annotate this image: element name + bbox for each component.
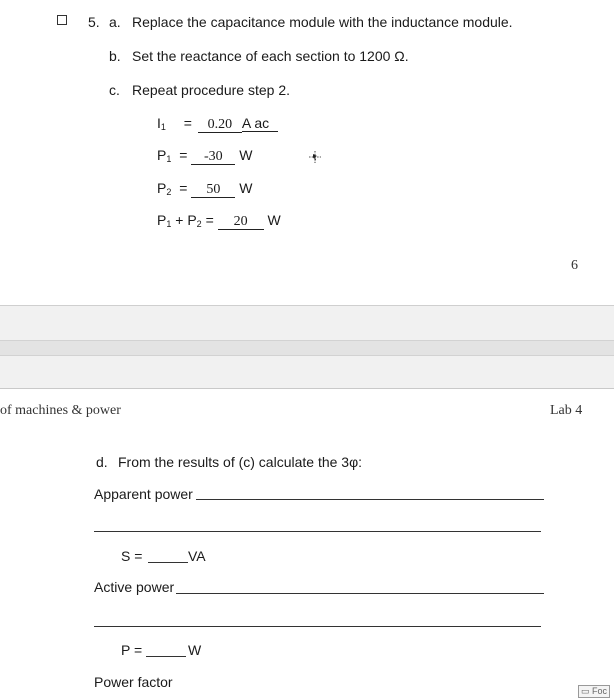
worksheet-page-lab4 <box>0 389 614 700</box>
corner-text: Foc <box>592 686 608 696</box>
active-power-line-2[interactable] <box>94 626 541 627</box>
item-number: 5. <box>88 14 100 30</box>
page-divider-band <box>0 340 614 356</box>
psum-p1: P <box>157 212 167 228</box>
i1-row <box>157 115 278 133</box>
apparent-power-line-2[interactable] <box>94 531 541 532</box>
step-a-text: Replace the capacitance module with the inductance module. <box>132 14 513 30</box>
running-header-left: of machines & power <box>0 403 121 418</box>
focus-icon: ▭ <box>581 686 590 696</box>
p-label: P = <box>121 642 143 658</box>
apparent-power-line[interactable] <box>196 499 544 500</box>
p2-subscript: 2 <box>166 187 172 197</box>
running-header-right: Lab 4 <box>550 403 583 418</box>
step-b-letter: b. <box>109 48 121 64</box>
p1-label: P <box>157 147 167 163</box>
active-power-line[interactable] <box>176 593 544 594</box>
p1-value[interactable]: -30 <box>191 149 235 165</box>
i1-label: I <box>157 115 161 131</box>
step-c-text: Repeat procedure step 2. <box>132 82 290 98</box>
psum-sub1: 1 <box>166 219 172 229</box>
psum-equals: = <box>205 212 214 228</box>
page-divider-top <box>0 305 614 306</box>
i1-value[interactable]: 0.20 <box>198 117 242 133</box>
s-unit: VA <box>188 548 206 564</box>
worksheet-page-6 <box>0 0 614 305</box>
psum-plus: + P <box>175 212 197 228</box>
p2-equals: = <box>179 180 188 196</box>
step-a-letter: a. <box>109 14 121 30</box>
p1-row <box>157 147 252 165</box>
power-factor-label: Power factor <box>94 674 173 690</box>
step-c-letter: c. <box>109 82 120 98</box>
active-power-label: Active power <box>94 579 175 595</box>
step-d-letter: d. <box>96 454 108 470</box>
s-blank[interactable] <box>148 562 188 563</box>
move-cursor-icon <box>308 150 322 164</box>
step-b-text: Set the reactance of each section to 1200 Ω. <box>132 48 409 64</box>
p2-value[interactable]: 50 <box>191 182 235 198</box>
p2-unit: W <box>239 180 253 196</box>
task-checkbox[interactable] <box>57 15 67 25</box>
page-number: 6 <box>571 258 578 273</box>
p1-subscript: 1 <box>166 154 172 164</box>
i1-unit: A ac <box>242 116 278 132</box>
corner-button[interactable] <box>578 685 610 698</box>
psum-unit: W <box>267 212 281 228</box>
p2-row <box>157 180 252 198</box>
p-blank[interactable] <box>146 656 186 657</box>
psum-row <box>157 212 281 230</box>
step-d-text: From the results of (c) calculate the 3φ: <box>118 454 363 470</box>
p1-unit: W <box>239 147 253 163</box>
p-unit: W <box>188 642 202 658</box>
apparent-power-label: Apparent power <box>94 486 193 502</box>
s-label: S = <box>121 548 143 564</box>
p2-label: P <box>157 180 167 196</box>
i1-subscript: 1 <box>160 122 166 132</box>
i1-equals: = <box>183 115 192 131</box>
psum-sub2: 2 <box>196 219 202 229</box>
p1-equals: = <box>179 147 188 163</box>
psum-value[interactable]: 20 <box>218 214 264 230</box>
